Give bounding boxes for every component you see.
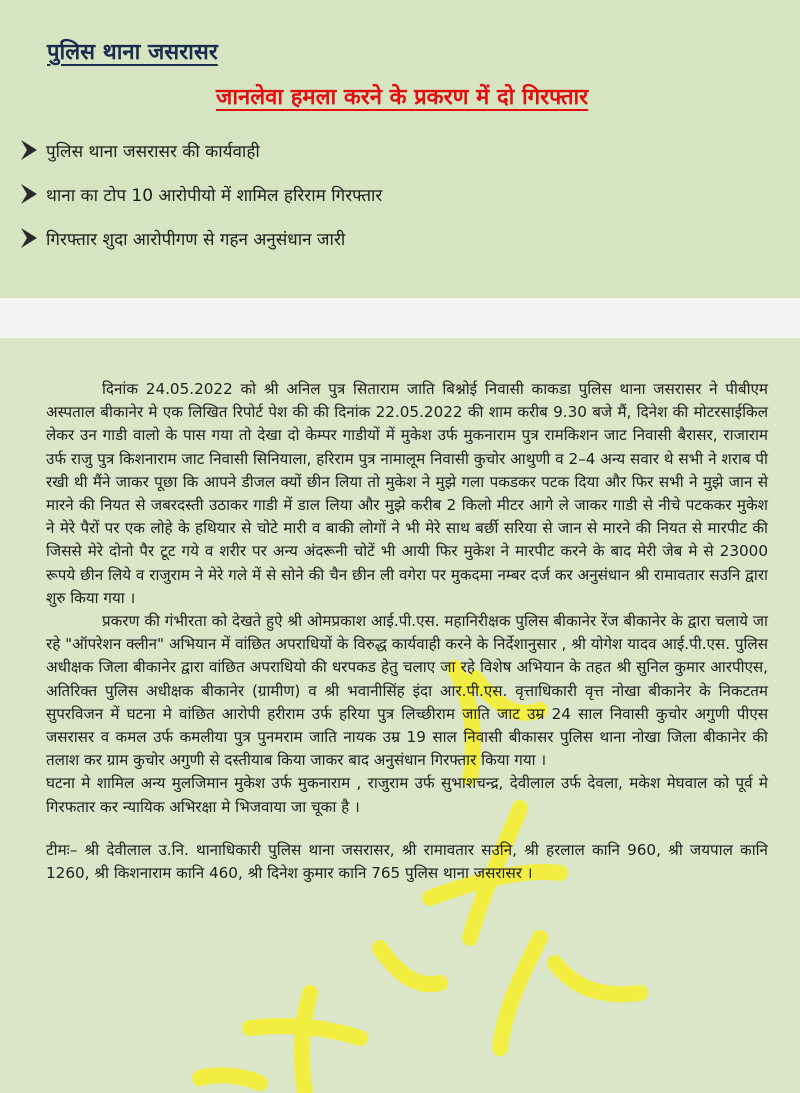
station-title: पुलिस थाना जसरासर bbox=[47, 40, 218, 65]
highlight-item bbox=[20, 130, 382, 170]
team-credits: टीमः– श्री देवीलाल उ.नि. थानाधिकारी पुलिस थाना जसरासर, श्री रामावतार सउनि, श्री हरलाल कानि 960, श्री जयपाल कानि 1260, श्री किशनाराम कानि 460, श्री दिनेश कुमार कानि 765 पुलिस थाना जसरासर । bbox=[46, 840, 768, 883]
highlight-text: पुलिस थाना जसरासर की कार्यवाही bbox=[46, 141, 260, 162]
arrowhead-bullet-icon bbox=[20, 139, 38, 161]
highlight-text: थाना का टोप 10 आरोपीयो में शामिल हरिराम गिरफ्तार bbox=[46, 185, 383, 206]
highlight-item bbox=[20, 218, 382, 258]
paragraph-other-accused: घटना मे शामिल अन्य मुलजिमान मुकेश उर्फ मुकनाराम , राजुराम उर्फ सुभाशचन्द्र, देवीलाल उर्फ देवला, मकेश मेघवाल को पूर्व मे गिरफतार कर न्यायिक अभिरक्षा मे भिजवाया जा चूका है । bbox=[46, 774, 768, 816]
headline: जानलेवा हमला करने के प्रकरण में दो गिरफ्तार bbox=[216, 85, 589, 110]
highlight-text: गिरफ्तार शुदा आरोपीगण से गहन अनुसंधान जारी bbox=[46, 229, 346, 250]
arrowhead-bullet-icon bbox=[20, 183, 38, 205]
page-separator bbox=[0, 298, 800, 338]
paragraph-operation: प्रकरण की गंभीरता को देखते हुऐ श्री ओमप्रकाश आई.पी.एस. महानिरीक्षक पुलिस बीकानेर रेंज बीकानेर के द्वारा चलाये जा रहे "ऑपरेशन क्लीन" अभियान में वांछित अपराधियों के विरुद्ध कार्यवाही करने के निर्देशानुसार , श्री योगेश यादव आई.पी.एस. पुलिस अधीक्षक जिला बीकानेर द्वारा वांछित अपराधियो की धरपकड हेतु चलाए जा रहे विशेष अभियान के तहत श्री सुनिल कुमार आरपीएस, अतिरिक्त पुलिस अधीक्षक बीकानेर (ग्रामीण) व श्री भवानीसिंह इंदा आर.पी.एस. वृत्ताधिकारी वृत्त नोखा बीकानेर के निकटतम सुपरविजन में घटना मे वांछित आरोपी हरीराम उर्फ हरिया पुत्र लिच्छीराम जाति जाट उम्र 24 साल निवासी कुचोर अगुणी पीएस जसरासर व कमल उर्फ कमलीया पुत्र पुनमराम जाति नायक उम्र 19 साल निवासी बीकासर पुलिस थाना नोखा जिला बीकानेर की तलाश कर ग्राम कुचोर अगुणी से दस्तीयाब किया जाकर बाद अनुसंधान गिरफ्तार किया गया । bbox=[46, 612, 768, 770]
press-note-text bbox=[46, 378, 768, 885]
paragraph-incident: दिनांक 24.05.2022 को श्री अनिल पुत्र सिताराम जाति बिश्नोई निवासी काकडा पुलिस थाना जसरासर ने पीबीएम अस्पताल बीकानेर मे एक लिखित रिपोर्ट पेश की की दिनांक 22.05.2022 की शाम करीब 9.30 बजे मैं, दिनेश की मोटरसाईकिल लेकर उन गाडी वालो के पास गया तो देखा दो केम्पर गाडीयों में मुकेश उर्फ मुकनाराम पुत्र रामकिशन जाट निवासी बैरासर, राजाराम उर्फ राजु पुत्र किशनाराम जाट निवासी सिनियाला, हरिराम पुत्र नामालूम निवासी कुचोर आथुणी व 2–4 अन्य सवार थे सभी ने शराब पी रखी थी मैंने जाकर पूछा कि आपने डीजल क्यों छीन लिया तो मुकेश ने मुझे गला पकडकर पटक दिया और फिर सभी ने मुझे जान से मारने की नियत से जबरदस्ती उठाकर गाडी में डाल लिया और मुझे करीब 2 किलो मीटर आगे ले जाकर गाडी से नीचे पटककर मुकेश ने मेरे पैरों पर एक लोहे के हथियार से चोटे मारी व बाकी लोगों ने भी मेरे साथ बर्छी सरिया से जान से मारने की नियत से मारपीट की जिससे मेरे दोनो पैर टूट गये व शरीर पर अन्य अंदरूनी चोटें भी आयी फिर मुकेश ने मारपीट करने के बाद मेरी जेब मे से 23000 रूपये छीन लिये व राजुराम ने मेरे गले में से सोने की चैन छीन ली वगेरा पर मुकदमा नम्बर दर्ज कर अनुसंधान श्री रामावतार सउनि द्वारा शुरु किया गया । bbox=[46, 380, 768, 607]
arrowhead-bullet-icon bbox=[20, 227, 38, 249]
press-note-body bbox=[0, 338, 800, 1093]
highlight-list bbox=[20, 130, 382, 262]
highlight-item bbox=[20, 174, 382, 214]
header-panel bbox=[0, 0, 800, 298]
